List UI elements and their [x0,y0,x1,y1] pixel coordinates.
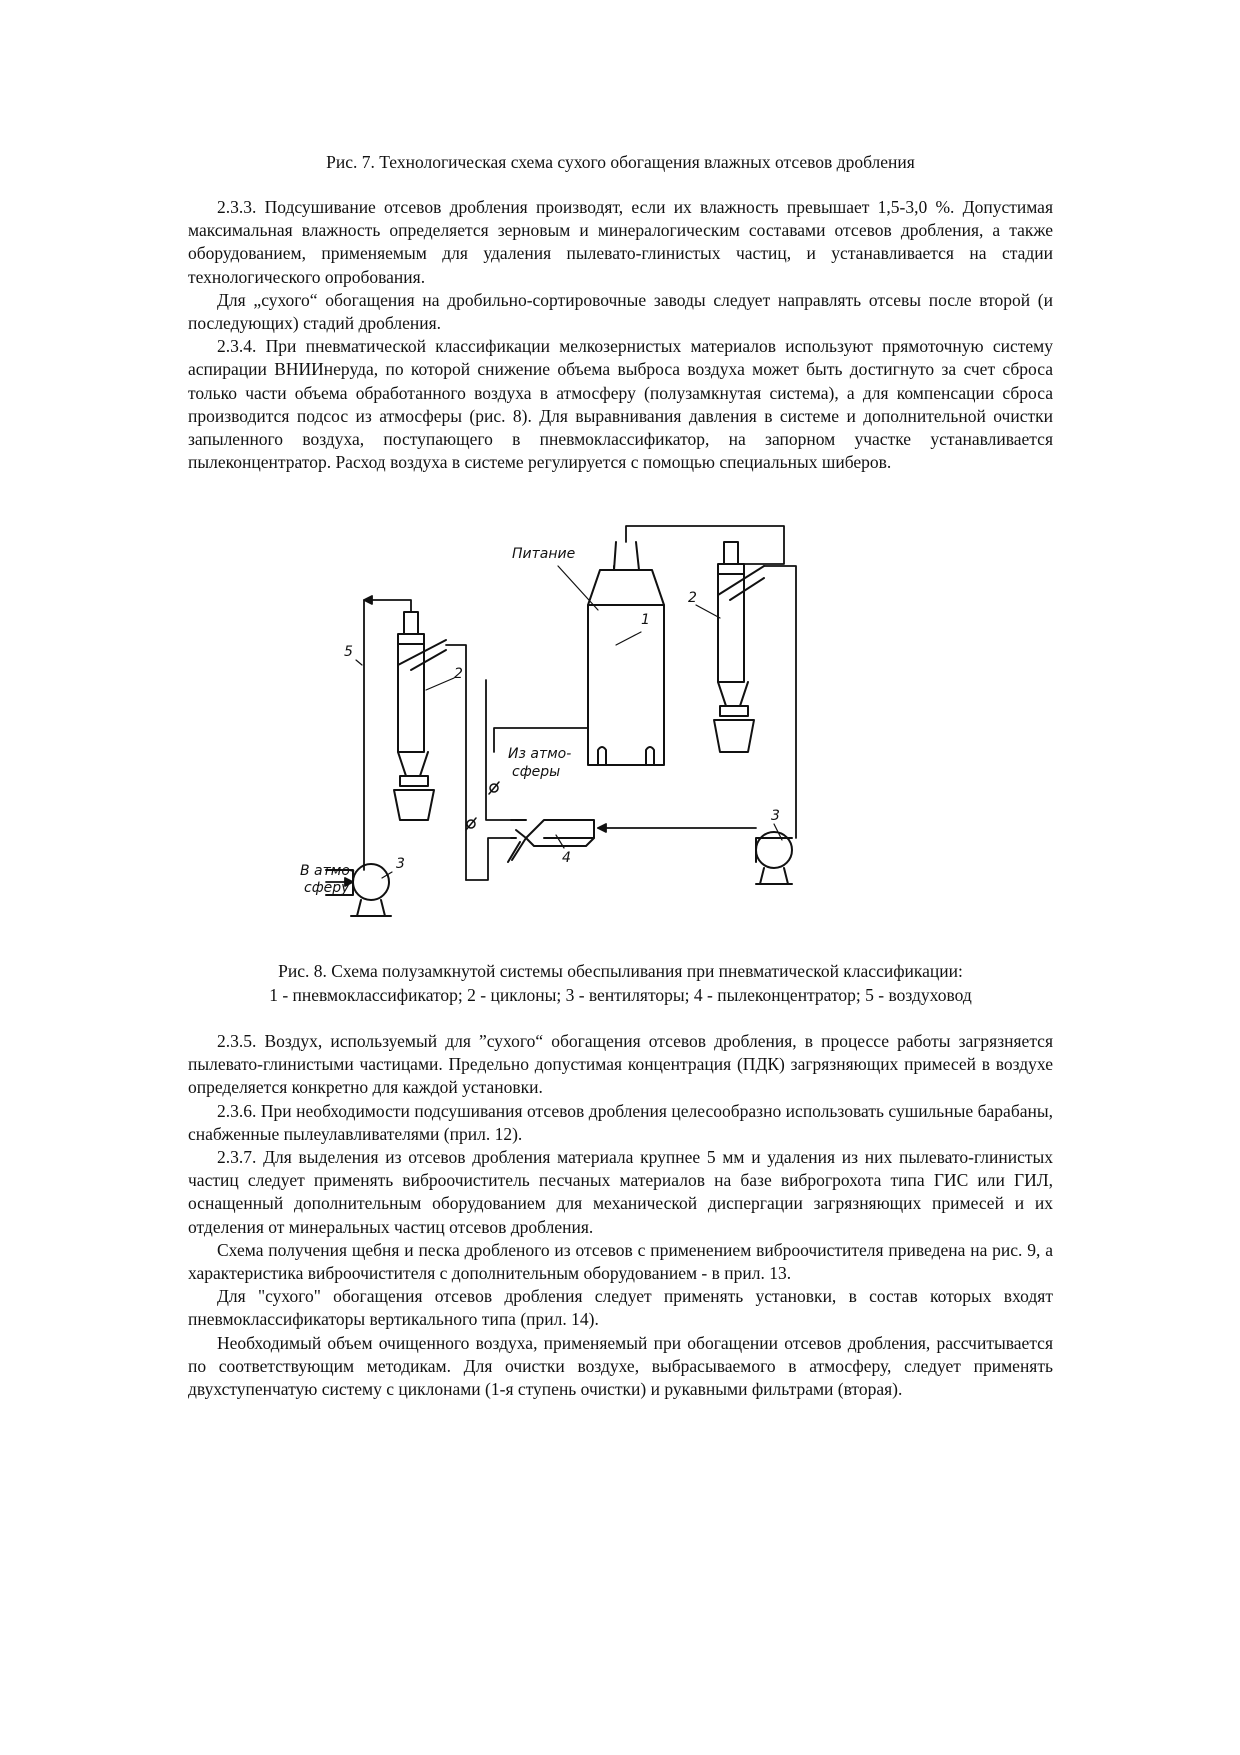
paragraph: Схема получения щебня и песка дробленого из отсевов с применением виброочистителя приведена на рис. 9, а характеристика виброочистителя с дополнительным оборудованием - в прил. 13. [188,1239,1053,1284]
pneumoclassifier-1 [588,542,664,765]
figure-8-caption-title: Рис. 8. Схема полузамкнутой системы обеспыливания при пневматической классификации: [278,961,963,981]
paragraph: 2.3.5. Воздух, используемый для ”сухого“ обогащения отсевов дробления, в процессе работы загрязняется пылевато-глинистыми частицами. Предельно допустимая концентрация (ПДК) загрязняющих примесей в воздухе определяется конкретно для каждой установки. [188,1031,1053,1098]
figure-8-diagram [300,520,936,940]
dust-concentrator-4 [508,820,594,862]
paragraph: Необходимый объем очищенного воздуха, применяемый при обогащении отсевов дробления, рассчитывается по соответствующим методикам. Для очистки воздухе, выбрасываемого в атмосферу, следует применять двухступенчатую систему с циклонами (1-я ступень очистки) и рукавными фильтрами (вторая). [188,1332,1053,1400]
number-2-left: 2 [454,666,463,682]
paragraph: 2.3.3. Подсушивание отсевов дробления производят, если их влажность превышает 1,5-3,0 %. Допустимая максимальная влажность определяется зерновым и минералогическим составами отсевов дробления, а также оборудованием, применяемым для удаления пылевато-глинистых частиц, и устанавливается на стадии технологического опробования. [188,197,1053,287]
number-3-right: 3 [771,808,780,824]
fan-3-right [756,832,792,884]
label-feed: Питание [512,546,576,562]
figure-8-caption [188,960,1053,1007]
figure-7-caption: Рис. 7. Технологическая схема сухого обогащения влажных отсевов дробления [326,152,915,172]
label-to-atm-line1: В атмо- [300,863,355,879]
paragraph: 2.3.6. При необходимости подсушивания отсевов дробления целесообразно использовать сушильные барабаны, снабженные пылеулавливателями (прил. 12). [188,1100,1053,1144]
number-2-right: 2 [688,590,697,606]
label-to-atm-line2: сферу [304,880,350,896]
label-from-atm-line2: сферы [512,764,561,780]
paragraph: Для "сухого" обогащения отсевов дробления следует применять установки, в состав которых входят пневмоклассификаторы вертикального типа (прил. 14). [188,1286,1053,1330]
figure-8-caption-legend: 1 - пневмоклассификатор; 2 - циклоны; 3 - вентиляторы; 4 - пылеконцентратор; 5 - воздуховод [269,984,972,1005]
paragraph: 2.3.4. При пневматической классификации мелкозернистых материалов используют прямоточную систему аспирации ВНИИнеруда, по которой снижение объема выброса воздуха может быть достигнуто за счет сброса только части объема обработанного воздуха в атмосферу (полузамкнутая система), а для компенсации сброса производится подсос из атмосферы (рис. 8). Для выравнивания давления в системе и дополнительной очистки запыленного воздуха, поступающего в пневмоклассификатор, на запорном участке устанавливается пылеконцентратор. Расход воздуха в системе регулируется с помощью специальных шиберов. [188,336,1053,473]
damper-valves [466,782,499,830]
paragraph: 2.3.7. Для выделения из отсевов дробления материала крупнее 5 мм и удаления из них пылевато-глинистых частиц следует применять виброочиститель песчаных материалов на базе виброгрохота типа ГИС или ГИЛ, оснащенный дополнительным оборудованием для механической диспергации загрязняющих примесей и их отделения от минеральных частиц отсевов дробления. [188,1147,1053,1237]
dedusting-system-schematic [300,520,936,940]
paragraph: Для „сухого“ обогащения на дробильно-сортировочные заводы следует направлять отсевы после второй (и последующих) стадий дробления. [188,289,1053,334]
number-1: 1 [641,612,650,628]
text-block-bottom [188,1030,1053,1401]
cyclone-2-left [394,612,446,820]
number-3-left: 3 [396,856,405,872]
number-4: 4 [562,850,571,866]
cyclone-2-right [714,542,764,752]
text-block-top [188,196,1053,474]
number-5: 5 [344,644,353,660]
label-from-atm-line1: Из атмо- [508,746,572,762]
